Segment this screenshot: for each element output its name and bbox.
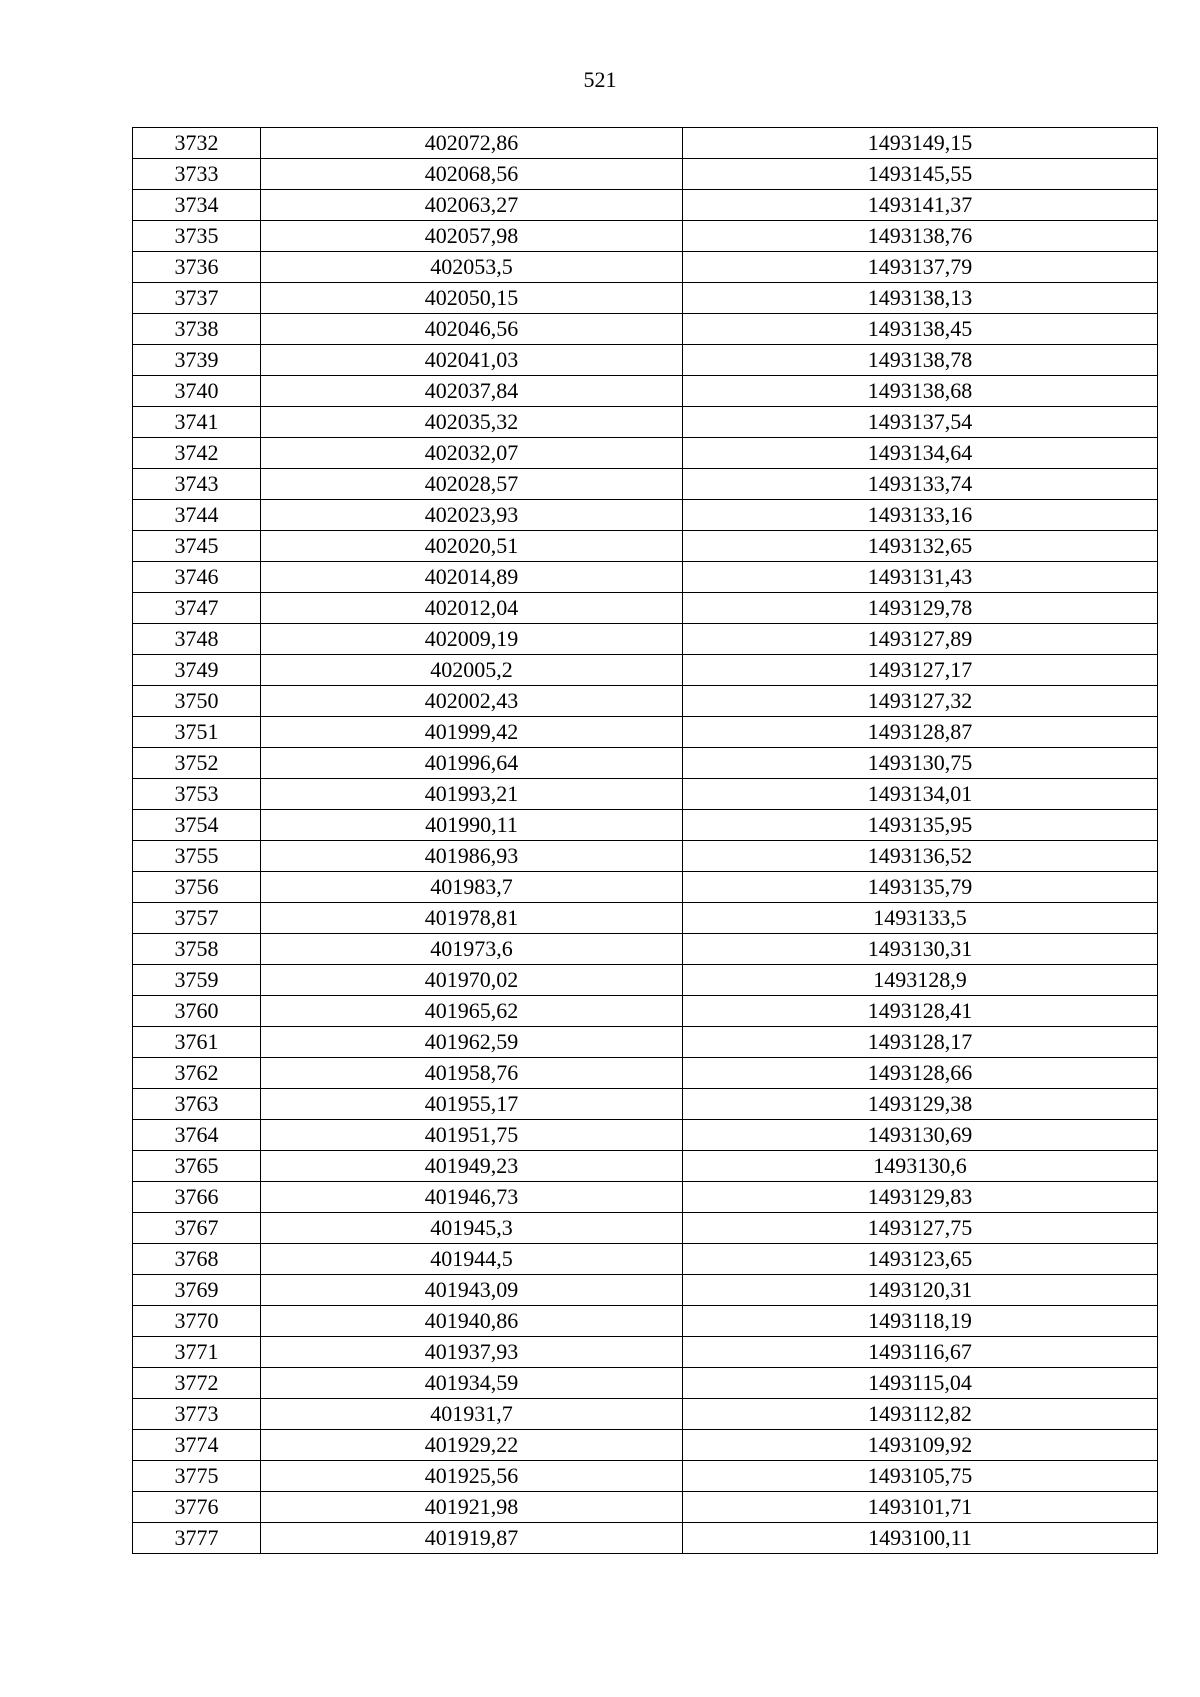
y-coordinate-cell: 1493132,65 bbox=[683, 531, 1158, 562]
x-coordinate-cell: 401925,56 bbox=[261, 1461, 683, 1492]
point-number-cell: 3747 bbox=[133, 593, 261, 624]
table-row bbox=[133, 159, 1158, 190]
y-coordinate-cell: 1493138,68 bbox=[683, 376, 1158, 407]
x-coordinate-cell: 402053,5 bbox=[261, 252, 683, 283]
point-number-cell: 3751 bbox=[133, 717, 261, 748]
table-row bbox=[133, 593, 1158, 624]
table-row bbox=[133, 221, 1158, 252]
y-coordinate-cell: 1493131,43 bbox=[683, 562, 1158, 593]
x-coordinate-cell: 402041,03 bbox=[261, 345, 683, 376]
table-row bbox=[133, 562, 1158, 593]
y-coordinate-cell: 1493123,65 bbox=[683, 1244, 1158, 1275]
x-coordinate-cell: 402050,15 bbox=[261, 283, 683, 314]
point-number-cell: 3754 bbox=[133, 810, 261, 841]
point-number-cell: 3733 bbox=[133, 159, 261, 190]
x-coordinate-cell: 402028,57 bbox=[261, 469, 683, 500]
y-coordinate-cell: 1493138,13 bbox=[683, 283, 1158, 314]
y-coordinate-cell: 1493128,17 bbox=[683, 1027, 1158, 1058]
table-row bbox=[133, 1461, 1158, 1492]
point-number-cell: 3760 bbox=[133, 996, 261, 1027]
y-coordinate-cell: 1493138,76 bbox=[683, 221, 1158, 252]
x-coordinate-cell: 402005,2 bbox=[261, 655, 683, 686]
point-number-cell: 3758 bbox=[133, 934, 261, 965]
table-row bbox=[133, 779, 1158, 810]
x-coordinate-cell: 402020,51 bbox=[261, 531, 683, 562]
point-number-cell: 3746 bbox=[133, 562, 261, 593]
y-coordinate-cell: 1493105,75 bbox=[683, 1461, 1158, 1492]
y-coordinate-cell: 1493129,38 bbox=[683, 1089, 1158, 1120]
table-row bbox=[133, 1182, 1158, 1213]
point-number-cell: 3732 bbox=[133, 128, 261, 159]
table-row bbox=[133, 1368, 1158, 1399]
table-row bbox=[133, 624, 1158, 655]
y-coordinate-cell: 1493112,82 bbox=[683, 1399, 1158, 1430]
x-coordinate-cell: 401921,98 bbox=[261, 1492, 683, 1523]
table-row bbox=[133, 1151, 1158, 1182]
y-coordinate-cell: 1493118,19 bbox=[683, 1306, 1158, 1337]
point-number-cell: 3771 bbox=[133, 1337, 261, 1368]
point-number-cell: 3769 bbox=[133, 1275, 261, 1306]
point-number-cell: 3755 bbox=[133, 841, 261, 872]
point-number-cell: 3735 bbox=[133, 221, 261, 252]
table-row bbox=[133, 1244, 1158, 1275]
point-number-cell: 3772 bbox=[133, 1368, 261, 1399]
point-number-cell: 3748 bbox=[133, 624, 261, 655]
point-number-cell: 3773 bbox=[133, 1399, 261, 1430]
x-coordinate-cell: 401931,7 bbox=[261, 1399, 683, 1430]
x-coordinate-cell: 402023,93 bbox=[261, 500, 683, 531]
x-coordinate-cell: 401946,73 bbox=[261, 1182, 683, 1213]
table-row bbox=[133, 252, 1158, 283]
x-coordinate-cell: 402032,07 bbox=[261, 438, 683, 469]
x-coordinate-cell: 402012,04 bbox=[261, 593, 683, 624]
x-coordinate-cell: 402063,27 bbox=[261, 190, 683, 221]
point-number-cell: 3774 bbox=[133, 1430, 261, 1461]
point-number-cell: 3741 bbox=[133, 407, 261, 438]
x-coordinate-cell: 401919,87 bbox=[261, 1523, 683, 1554]
y-coordinate-cell: 1493116,67 bbox=[683, 1337, 1158, 1368]
x-coordinate-cell: 401962,59 bbox=[261, 1027, 683, 1058]
point-number-cell: 3737 bbox=[133, 283, 261, 314]
y-coordinate-cell: 1493138,78 bbox=[683, 345, 1158, 376]
y-coordinate-cell: 1493134,01 bbox=[683, 779, 1158, 810]
y-coordinate-cell: 1493135,95 bbox=[683, 810, 1158, 841]
y-coordinate-cell: 1493137,79 bbox=[683, 252, 1158, 283]
table-row bbox=[133, 686, 1158, 717]
point-number-cell: 3777 bbox=[133, 1523, 261, 1554]
y-coordinate-cell: 1493136,52 bbox=[683, 841, 1158, 872]
point-number-cell: 3759 bbox=[133, 965, 261, 996]
table-row bbox=[133, 1430, 1158, 1461]
table-row bbox=[133, 190, 1158, 221]
table-row bbox=[133, 1399, 1158, 1430]
point-number-cell: 3770 bbox=[133, 1306, 261, 1337]
y-coordinate-cell: 1493129,83 bbox=[683, 1182, 1158, 1213]
x-coordinate-cell: 402014,89 bbox=[261, 562, 683, 593]
x-coordinate-cell: 401978,81 bbox=[261, 903, 683, 934]
table-row bbox=[133, 1058, 1158, 1089]
table-row bbox=[133, 655, 1158, 686]
x-coordinate-cell: 402046,56 bbox=[261, 314, 683, 345]
table-row bbox=[133, 1337, 1158, 1368]
y-coordinate-cell: 1493130,69 bbox=[683, 1120, 1158, 1151]
table-row bbox=[133, 717, 1158, 748]
table-row bbox=[133, 1089, 1158, 1120]
table-row bbox=[133, 1120, 1158, 1151]
table-row bbox=[133, 314, 1158, 345]
table-row bbox=[133, 407, 1158, 438]
table-row bbox=[133, 1213, 1158, 1244]
point-number-cell: 3752 bbox=[133, 748, 261, 779]
x-coordinate-cell: 402009,19 bbox=[261, 624, 683, 655]
y-coordinate-cell: 1493141,37 bbox=[683, 190, 1158, 221]
point-number-cell: 3762 bbox=[133, 1058, 261, 1089]
x-coordinate-cell: 401973,6 bbox=[261, 934, 683, 965]
x-coordinate-cell: 401949,23 bbox=[261, 1151, 683, 1182]
page-number: 521 bbox=[583, 67, 617, 92]
table-row bbox=[133, 376, 1158, 407]
x-coordinate-cell: 401955,17 bbox=[261, 1089, 683, 1120]
point-number-cell: 3757 bbox=[133, 903, 261, 934]
x-coordinate-cell: 401944,5 bbox=[261, 1244, 683, 1275]
x-coordinate-cell: 401937,93 bbox=[261, 1337, 683, 1368]
y-coordinate-cell: 1493128,87 bbox=[683, 717, 1158, 748]
x-coordinate-cell: 401970,02 bbox=[261, 965, 683, 996]
y-coordinate-cell: 1493129,78 bbox=[683, 593, 1158, 624]
table-row bbox=[133, 841, 1158, 872]
x-coordinate-cell: 401986,93 bbox=[261, 841, 683, 872]
table-row bbox=[133, 1275, 1158, 1306]
y-coordinate-cell: 1493133,74 bbox=[683, 469, 1158, 500]
table-row bbox=[133, 531, 1158, 562]
x-coordinate-cell: 402068,56 bbox=[261, 159, 683, 190]
y-coordinate-cell: 1493130,31 bbox=[683, 934, 1158, 965]
table-row bbox=[133, 934, 1158, 965]
point-number-cell: 3750 bbox=[133, 686, 261, 717]
point-number-cell: 3766 bbox=[133, 1182, 261, 1213]
y-coordinate-cell: 1493133,5 bbox=[683, 903, 1158, 934]
y-coordinate-cell: 1493127,17 bbox=[683, 655, 1158, 686]
x-coordinate-cell: 401951,75 bbox=[261, 1120, 683, 1151]
table-row bbox=[133, 500, 1158, 531]
point-number-cell: 3763 bbox=[133, 1089, 261, 1120]
table-row bbox=[133, 1492, 1158, 1523]
point-number-cell: 3764 bbox=[133, 1120, 261, 1151]
y-coordinate-cell: 1493130,75 bbox=[683, 748, 1158, 779]
point-number-cell: 3734 bbox=[133, 190, 261, 221]
point-number-cell: 3756 bbox=[133, 872, 261, 903]
x-coordinate-cell: 401983,7 bbox=[261, 872, 683, 903]
y-coordinate-cell: 1493137,54 bbox=[683, 407, 1158, 438]
point-number-cell: 3753 bbox=[133, 779, 261, 810]
y-coordinate-cell: 1493133,16 bbox=[683, 500, 1158, 531]
x-coordinate-cell: 402035,32 bbox=[261, 407, 683, 438]
x-coordinate-cell: 401929,22 bbox=[261, 1430, 683, 1461]
table-row bbox=[133, 283, 1158, 314]
y-coordinate-cell: 1493145,55 bbox=[683, 159, 1158, 190]
y-coordinate-cell: 1493101,71 bbox=[683, 1492, 1158, 1523]
point-number-cell: 3776 bbox=[133, 1492, 261, 1523]
y-coordinate-cell: 1493135,79 bbox=[683, 872, 1158, 903]
table-row bbox=[133, 1027, 1158, 1058]
y-coordinate-cell: 1493128,66 bbox=[683, 1058, 1158, 1089]
point-number-cell: 3742 bbox=[133, 438, 261, 469]
table-row bbox=[133, 748, 1158, 779]
y-coordinate-cell: 1493128,9 bbox=[683, 965, 1158, 996]
x-coordinate-cell: 401958,76 bbox=[261, 1058, 683, 1089]
x-coordinate-cell: 401990,11 bbox=[261, 810, 683, 841]
coordinates-table bbox=[132, 127, 1158, 1554]
table-row bbox=[133, 1523, 1158, 1554]
y-coordinate-cell: 1493149,15 bbox=[683, 128, 1158, 159]
x-coordinate-cell: 401999,42 bbox=[261, 717, 683, 748]
table-row bbox=[133, 345, 1158, 376]
x-coordinate-cell: 402002,43 bbox=[261, 686, 683, 717]
x-coordinate-cell: 402057,98 bbox=[261, 221, 683, 252]
x-coordinate-cell: 401934,59 bbox=[261, 1368, 683, 1399]
y-coordinate-cell: 1493100,11 bbox=[683, 1523, 1158, 1554]
y-coordinate-cell: 1493134,64 bbox=[683, 438, 1158, 469]
point-number-cell: 3743 bbox=[133, 469, 261, 500]
y-coordinate-cell: 1493109,92 bbox=[683, 1430, 1158, 1461]
table-row bbox=[133, 872, 1158, 903]
x-coordinate-cell: 402037,84 bbox=[261, 376, 683, 407]
point-number-cell: 3775 bbox=[133, 1461, 261, 1492]
table-row bbox=[133, 996, 1158, 1027]
x-coordinate-cell: 401993,21 bbox=[261, 779, 683, 810]
point-number-cell: 3745 bbox=[133, 531, 261, 562]
table-row bbox=[133, 1306, 1158, 1337]
x-coordinate-cell: 401943,09 bbox=[261, 1275, 683, 1306]
point-number-cell: 3765 bbox=[133, 1151, 261, 1182]
point-number-cell: 3740 bbox=[133, 376, 261, 407]
point-number-cell: 3749 bbox=[133, 655, 261, 686]
y-coordinate-cell: 1493127,89 bbox=[683, 624, 1158, 655]
y-coordinate-cell: 1493128,41 bbox=[683, 996, 1158, 1027]
table-row bbox=[133, 438, 1158, 469]
point-number-cell: 3739 bbox=[133, 345, 261, 376]
point-number-cell: 3761 bbox=[133, 1027, 261, 1058]
table-row bbox=[133, 965, 1158, 996]
point-number-cell: 3736 bbox=[133, 252, 261, 283]
x-coordinate-cell: 401940,86 bbox=[261, 1306, 683, 1337]
y-coordinate-cell: 1493127,32 bbox=[683, 686, 1158, 717]
y-coordinate-cell: 1493138,45 bbox=[683, 314, 1158, 345]
point-number-cell: 3738 bbox=[133, 314, 261, 345]
table-row bbox=[133, 128, 1158, 159]
y-coordinate-cell: 1493130,6 bbox=[683, 1151, 1158, 1182]
x-coordinate-cell: 401965,62 bbox=[261, 996, 683, 1027]
y-coordinate-cell: 1493115,04 bbox=[683, 1368, 1158, 1399]
y-coordinate-cell: 1493127,75 bbox=[683, 1213, 1158, 1244]
table-row bbox=[133, 469, 1158, 500]
y-coordinate-cell: 1493120,31 bbox=[683, 1275, 1158, 1306]
table-row bbox=[133, 903, 1158, 934]
point-number-cell: 3768 bbox=[133, 1244, 261, 1275]
table-row bbox=[133, 810, 1158, 841]
x-coordinate-cell: 401945,3 bbox=[261, 1213, 683, 1244]
point-number-cell: 3744 bbox=[133, 500, 261, 531]
x-coordinate-cell: 401996,64 bbox=[261, 748, 683, 779]
point-number-cell: 3767 bbox=[133, 1213, 261, 1244]
x-coordinate-cell: 402072,86 bbox=[261, 128, 683, 159]
coordinates-table-body bbox=[133, 128, 1158, 1554]
